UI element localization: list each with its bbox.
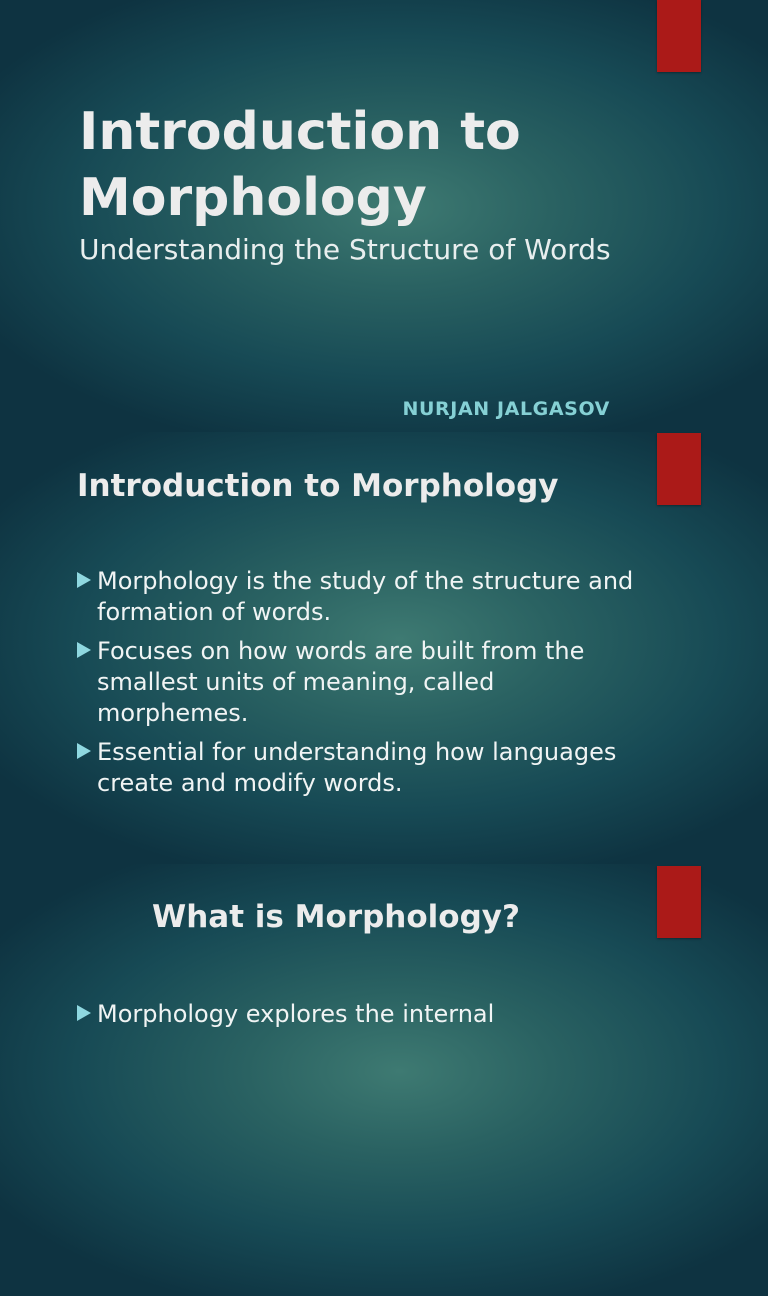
bullet-item xyxy=(76,737,636,799)
slide-what-is-morphology xyxy=(0,864,768,1296)
accent-bar xyxy=(657,433,701,505)
bullet-text: Morphology explores the internal xyxy=(97,1000,495,1028)
slide-introduction xyxy=(0,432,768,864)
bullet-item xyxy=(76,636,636,729)
bullet-list xyxy=(76,566,636,807)
presentation-subtitle: Understanding the Structure of Words xyxy=(79,233,611,266)
triangle-bullet-icon xyxy=(77,1005,91,1021)
bullet-list xyxy=(76,999,636,1038)
triangle-bullet-icon xyxy=(77,743,91,759)
bullet-text: Morphology is the study of the structure and formation of words. xyxy=(97,567,634,626)
bullet-item xyxy=(76,999,636,1030)
triangle-bullet-icon xyxy=(77,572,91,588)
slide-heading: Introduction to Morphology xyxy=(77,468,559,504)
presentation-title: Introduction to Morphology xyxy=(79,102,521,228)
bullet-text: Focuses on how words are built from the smallest units of meaning, called morphemes. xyxy=(97,637,585,727)
slide-heading: What is Morphology? xyxy=(152,899,520,935)
triangle-bullet-icon xyxy=(77,642,91,658)
bullet-item xyxy=(76,566,636,628)
slide-title xyxy=(0,0,768,432)
author-name: NURJAN JALGASOV xyxy=(402,398,610,420)
bullet-text: Essential for understanding how languages create and modify words. xyxy=(97,738,617,797)
accent-bar xyxy=(657,0,701,72)
